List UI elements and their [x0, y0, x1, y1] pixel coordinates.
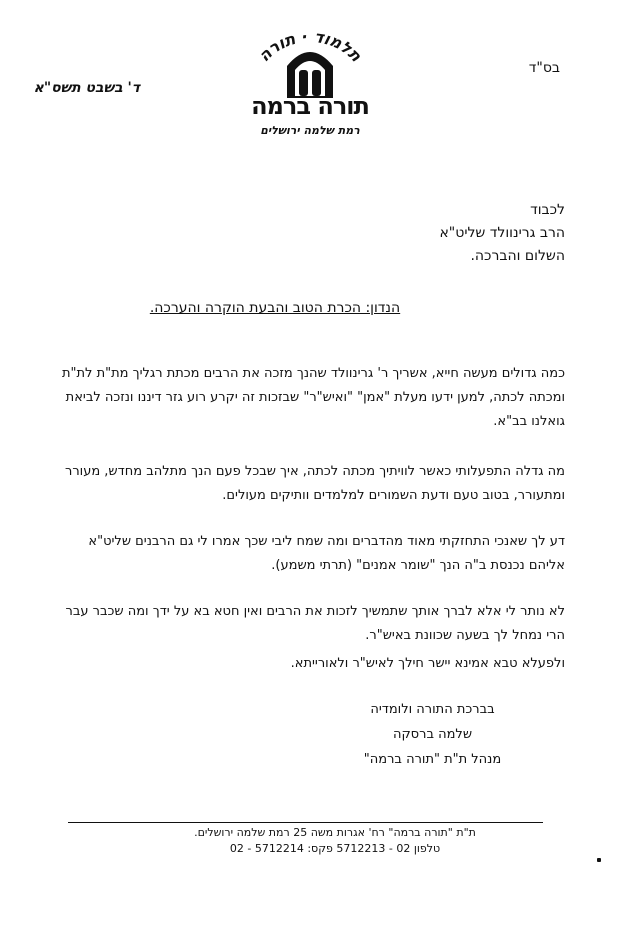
- recipient-salutation: לכבוד: [530, 202, 565, 218]
- body-paragraph: כמה גדולים מעשה חייא, אשריך ר' גרינוולד שהנך מזכה את הרבים מכתת רגליך מת"ת לת"ת ומכתה לכתה, למען ידעו מעלת "אמן" "ואיש"ר" שבזכות זה יקרע רוע גזר דיננו ונזכה לביאת גואלנו בב"א.: [61, 366, 565, 429]
- footer-phone: טלפון 02 - 5712213 פקס: 5712214 - 02: [229, 842, 441, 855]
- footer-address: ת"ת "תורה ברמה" רח' אגרות משה 25 רמת שלמה ירושלים.: [194, 826, 476, 839]
- footer-divider: [68, 822, 543, 823]
- body-paragraph: ולפעלא טבא אמינא יישר חילך לאיש"ר ולאורייתא.: [290, 656, 565, 671]
- logo-arc-text: תלמוד · תורה: [254, 30, 366, 66]
- school-logo: [225, 30, 395, 140]
- logo-emblem: [225, 30, 395, 100]
- recipient-greeting: השלום והברכה.: [470, 248, 565, 264]
- signature-title: מנהל ת"ת "תורה ברמה": [363, 752, 502, 767]
- body-paragraph: מה גדלה התפעלותי כאשר לוויתיך מכתה לכתה, איך שבכל פעם הנך מתלהב מחדש, מעורר ומתעורר, בטוב טעם ודעת השמורים למלמדים וותיקים מעולים.: [64, 464, 565, 503]
- body-paragraph: לא נותר לי אלא לברך אותך שתמשיך לזכות את הרבים ואין חטא בא על ידך ומה שכבר עבר הרי נמחל לך בשעה שכוונת באיש"ר.: [65, 604, 565, 643]
- bsd-mark: בס"ד: [528, 60, 560, 76]
- logo-location: רמת שלמה ירושלים: [260, 124, 360, 137]
- recipient-name: הרב גרינוולד שליט"א: [439, 225, 565, 241]
- scan-speck: [597, 858, 601, 862]
- signature-blessing: בברכת התורה ולומדיה: [370, 702, 495, 717]
- logo-name: תורה ברמה: [251, 92, 369, 120]
- signature-name: שלמה ברסקה: [392, 727, 473, 742]
- letter-subject: הנדון: הכרת הטוב והבעת הוקרה והערכה.: [149, 300, 401, 316]
- letter-date: ד' בשבט תשס"א: [33, 80, 140, 96]
- body-paragraph: דע לך שאנכי התחזקתי מאוד מהדברים ומה שמח ליבי שכך אמרו לי גם הרבנים שליט"א אליהם נכנסת ב"ה הנך "שומר אמנים" (תרתי משמע).: [88, 534, 565, 573]
